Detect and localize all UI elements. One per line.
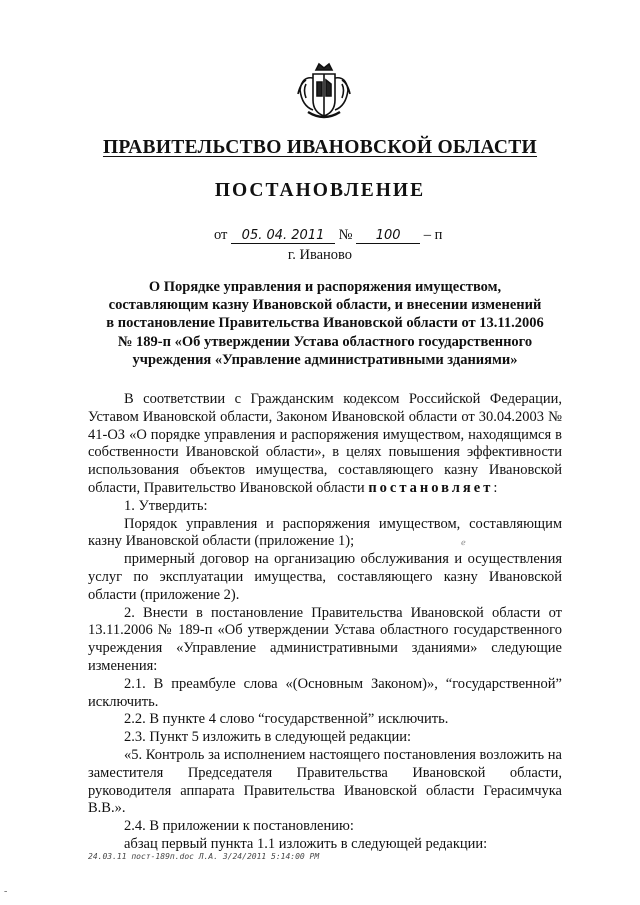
handwritten-number: 100 <box>356 228 420 244</box>
resolution-title <box>88 278 562 369</box>
city-line: г. Иваново <box>287 247 353 263</box>
title-line: в постановление Правительства Ивановской области от 13.11.2006 <box>106 315 544 332</box>
clause-1-item-2: примерный договор на организацию обслуживания и осуществления услуг по эксплуатации имущества, составляющего казну Ивановской области (приложение 2). <box>88 551 562 603</box>
clause-2-1: 2.1. В преамбуле слова «(Основным Законом)», “государственной” исключить. <box>88 675 562 710</box>
resolves-word: постановляет <box>368 479 494 496</box>
title-line: О Порядке управления и распоряжения имуществом, <box>148 279 502 295</box>
clause-2-2: 2.2. В пункте 4 слово “государственной” исключить. <box>124 711 449 728</box>
clause-1: 1. Утвердить: <box>124 497 208 514</box>
preamble-colon: : <box>493 479 498 496</box>
clause-2-4-item: абзац первый пункта 1.1 изложить в следующей редакции: <box>124 835 488 852</box>
preamble-text: В соответствии с Гражданским кодексом Российской Федерации, Уставом Ивановской области, Законом Ивановской области от 30.04.2003 № 41-ОЗ «О порядке управления и распоряжения имуществом, находящимся в собственности Ивановской области», в целях повышения эффективности использования объектов имущества, составляющего казну Ивановской области, Правительство Ивановской области <box>88 391 562 496</box>
handwritten-date: 05. 04. 2011 <box>231 228 335 244</box>
scan-artifact: ℯ <box>461 538 466 547</box>
clause-2-3: 2.3. Пункт 5 изложить в следующей редакции: <box>124 729 412 746</box>
document-body <box>88 391 562 854</box>
coat-of-arms-icon <box>296 60 352 122</box>
document-type: ПОСТАНОВЛЕНИЕ <box>214 180 426 201</box>
clause-2: 2. Внести в постановление Правительства Ивановской области от 13.11.2006 № 189-п «Об утверждении Устава областного государственного учреждения «Управление административными зданиями» следующие изменения: <box>88 604 562 674</box>
government-title: ПРАВИТЕЛЬСТВО ИВАНОВСКОЙ ОБЛАСТИ <box>102 137 538 158</box>
file-footer: 24.03.11 пост-189п.doc Л.А. 3/24/2011 5:14:00 PM <box>88 852 320 861</box>
title-line: учреждения «Управление административными зданиями» <box>132 351 518 368</box>
title-line: № 189-п «Об утверждении Устава областного государственного <box>117 333 533 350</box>
preamble-paragraph <box>88 391 562 498</box>
date-number-line <box>214 227 442 244</box>
title-line: составляющим казну Ивановской области, и внесении изменений <box>108 297 542 314</box>
clause-1-item-1: Порядок управления и распоряжения имуществом, составляющим казну Ивановской области (приложение 1); <box>88 515 562 550</box>
number-prefix: № <box>338 227 353 243</box>
number-suffix: – п <box>423 227 443 243</box>
clause-2-3-quote: «5. Контроль за исполнением настоящего постановления возложить на заместителя Председателя Правительства Ивановской области, руководителя аппарата Правительства Ивановской области Герасимчука В.В.». <box>88 746 562 817</box>
date-prefix: от <box>214 227 228 243</box>
edge-artifact: - <box>4 886 8 897</box>
clause-2-4: 2.4. В приложении к постановлению: <box>124 818 354 835</box>
